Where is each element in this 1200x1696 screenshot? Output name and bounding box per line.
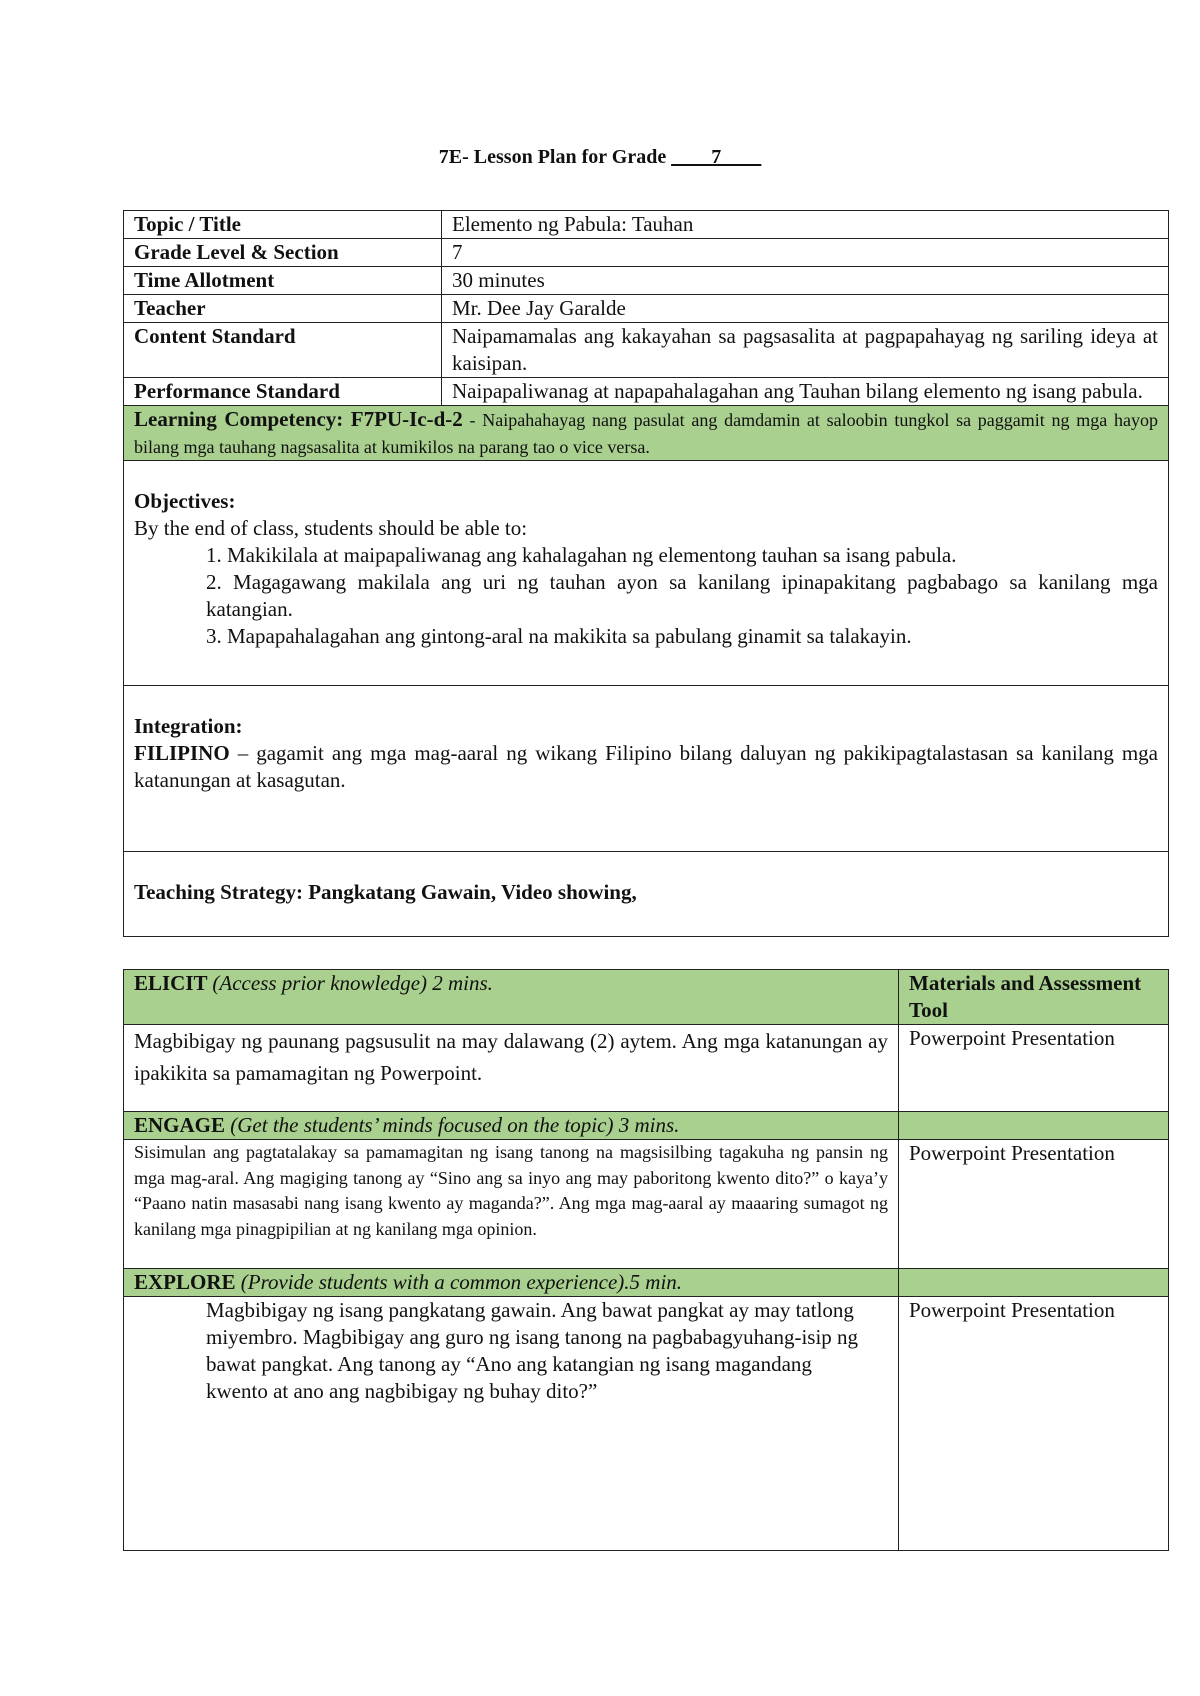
grade-blank: ____7____ (671, 146, 762, 168)
engage-desc: (Get the students’ minds focused on the topic) 3 mins. (230, 1113, 680, 1137)
explore-body: Magbibigay ng isang pangkatang gawain. Ang bawat pangkat ay may tatlong miyembro. Magbibigay ang guro ng isang tanong na pagbabagyuhang-isip ng bawat pangkat. Ang tanong ay “Ano ang katangian ng isang magandang kwento at ano ang nagbibigay ng buhay dito?” (124, 1297, 899, 1551)
table-row (124, 267, 1169, 295)
explore-material: Powerpoint Presentation (899, 1297, 1169, 1551)
teacher-label: Teacher (124, 295, 442, 323)
engage-header (124, 1112, 899, 1140)
objectives-heading: Objectives: (134, 489, 236, 513)
engage-label: ENGAGE (134, 1113, 231, 1137)
table-row (124, 1112, 1169, 1140)
integration-heading: Integration: (134, 714, 243, 738)
topic-value: Elemento ng Pabula: Tauhan (442, 211, 1169, 239)
document-title (0, 146, 1200, 169)
table-row (124, 378, 1169, 406)
table-row (124, 239, 1169, 267)
topic-label: Topic / Title (124, 211, 442, 239)
phases-table (123, 969, 1169, 1551)
objectives-intro: By the end of class, students should be able to: (134, 516, 528, 540)
explore-header (124, 1269, 899, 1297)
performance-standard-value: Naipapaliwanag at napapahalagahan ang Tauhan bilang elemento ng isang pabula. (442, 378, 1169, 406)
table-row (124, 211, 1169, 239)
table-row (124, 323, 1169, 378)
title-prefix: 7E- Lesson Plan for Grade (438, 146, 672, 168)
table-row (124, 686, 1169, 852)
content-standard-label: Content Standard (124, 323, 442, 378)
explore-desc: (Provide students with a common experience).5 min. (240, 1270, 683, 1294)
objective-item: 3. Mapapahalagahan ang gintong-aral na makikita sa pabulang ginamit sa talakayin. (206, 624, 912, 648)
integration-body (134, 740, 1158, 794)
teacher-value: Mr. Dee Jay Garalde (442, 295, 1169, 323)
grade-label: Grade Level & Section (124, 239, 442, 267)
integration-text: – gagamit ang mga mag-aaral ng wikang Filipino bilang daluyan ng pakikipagtalastasan sa kanilang mga katanungan at kasagutan. (134, 741, 1158, 792)
time-label: Time Allotment (124, 267, 442, 295)
explore-header-blank (899, 1269, 1169, 1297)
table-row (124, 1025, 1169, 1112)
grade-value: 7 (442, 239, 1169, 267)
materials-heading: Materials and Assessment Tool (899, 970, 1169, 1025)
table-row (124, 1297, 1169, 1551)
content-standard-value: Naipamamalas ang kakayahan sa pagsasalita at pagpapahayag ng sariling ideya at kaisipan. (442, 323, 1169, 378)
elicit-label: ELICIT (134, 971, 213, 995)
strategy-section (124, 852, 1169, 937)
competency-text: - Naipahahayag nang pasulat ang damdamin at saloobin tungkol sa paggamit ng mga hayop bilang mga tauhang nagsasalita at kumikilos na parang tao o vice versa. (134, 410, 1158, 457)
integration-subject: FILIPINO (134, 741, 230, 765)
competency-label: Learning Competency: (134, 407, 351, 431)
learning-competency (124, 406, 1169, 461)
competency-code: F7PU-Ic-d-2 (350, 407, 463, 431)
table-row (124, 852, 1169, 937)
elicit-desc: (Access prior knowledge) 2 mins. (212, 971, 493, 995)
table-row (124, 406, 1169, 461)
objective-item: 1. Makikilala at maipapaliwanag ang kahalagahan ng elementong tauhan sa isang pabula. (206, 543, 957, 567)
lesson-info-table (123, 210, 1169, 937)
engage-body: Sisimulan ang pagtatalakay sa pamamagitan ng isang tanong na magsisilbing tagakuha ng pansin ng mga mag-aral. Ang magiging tanong ay “Sino ang sa inyo ang may paboritong kwento dito?” o kaya’y “Paano natin masasabi nang isang kwento ay maganda?”. Ang mga mag-aaral ay maaaring sumagot ng kanilang mga pinagpipilian at ng kanilang mga opinion. (124, 1140, 899, 1269)
engage-material: Powerpoint Presentation (899, 1140, 1169, 1269)
engage-header-blank (899, 1112, 1169, 1140)
table-row (124, 1140, 1169, 1269)
table-row (124, 461, 1169, 686)
elicit-body: Magbibigay ng paunang pagsusulit na may dalawang (2) aytem. Ang mga katanungan ay ipakikita sa pamamagitan ng Powerpoint. (124, 1025, 899, 1112)
explore-label: EXPLORE (134, 1270, 241, 1294)
table-row (124, 970, 1169, 1025)
integration-section (124, 686, 1169, 852)
objective-item: 2. Magagawang makilala ang uri ng tauhan ayon sa kanilang ipinapakitang pagbabago sa kanilang mga katangian. (206, 570, 1158, 621)
teaching-strategy: Teaching Strategy: Pangkatang Gawain, Video showing, (134, 880, 637, 904)
objectives-section (124, 461, 1169, 686)
performance-standard-label: Performance Standard (124, 378, 442, 406)
table-row (124, 295, 1169, 323)
table-row (124, 1269, 1169, 1297)
elicit-material: Powerpoint Presentation (899, 1025, 1169, 1112)
elicit-header (124, 970, 899, 1025)
time-value: 30 minutes (442, 267, 1169, 295)
